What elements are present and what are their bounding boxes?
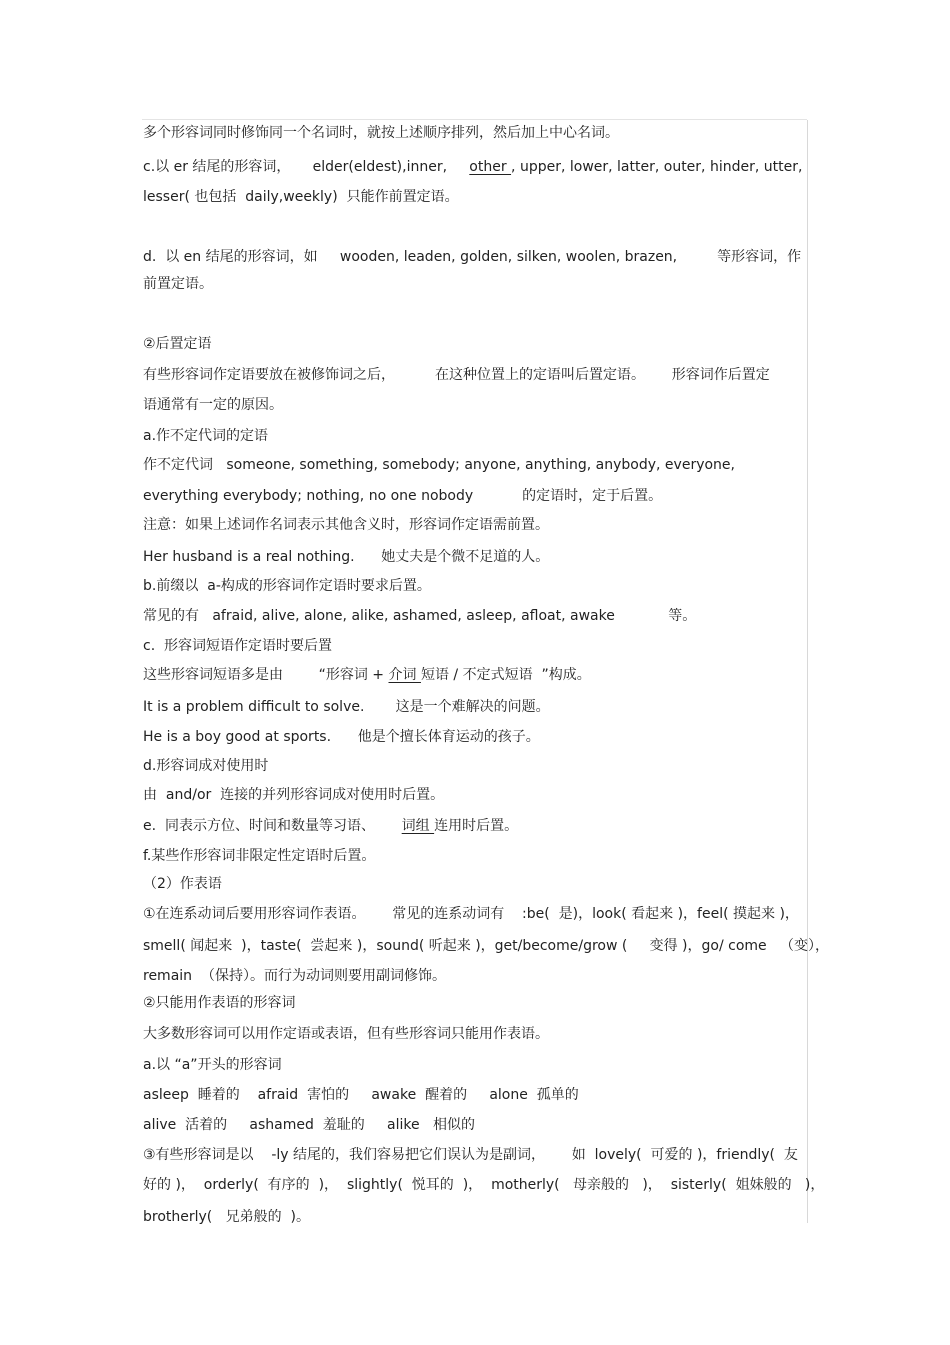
text-segment: d. 以 en 结尾的形容词，如 wooden, leaden, golden, silken, woolen, brazen, 等形容词，作 <box>143 249 802 265</box>
text-segment: Her husband is a real nothing. 她丈夫是个微不足道的人。 <box>143 549 550 565</box>
text-line <box>143 664 807 686</box>
text-line <box>143 726 807 748</box>
text-segment: a.以 “a”开头的形容词 <box>143 1057 282 1073</box>
text-line <box>143 1054 807 1076</box>
text-segment: c.以 er 结尾的形容词， elder(eldest),inner, <box>143 159 470 175</box>
text-line <box>143 965 807 987</box>
text-segment: , upper, lower, latter, outer, hinder, utter, <box>511 159 803 175</box>
text-segment: ①在连系动词后要用形容词作表语。 常见的连系动词有 :be( 是)，look( 看起来 )，feel( 摸起来 )， <box>143 906 799 922</box>
text-segment: 常见的有 afraid, alive, alone, alike, ashamed, asleep, afloat, awake 等。 <box>143 608 697 624</box>
text-segment: ③有些形容词是以 -ly 结尾的，我们容易把它们误认为是副词， 如 lovely( 可爱的 )，friendly( 友 <box>143 1147 798 1163</box>
text-line <box>143 454 807 476</box>
text-segment: 作不定代词 someone, something, somebody; anyone, anything, anybody, everyone, <box>143 457 735 473</box>
text-segment: alive 活着的 ashamed 羞耻的 alike 相似的 <box>143 1117 475 1133</box>
text-line <box>143 425 807 447</box>
text-segment: （2）作表语 <box>143 876 222 892</box>
text-segment: 语通常有一定的原因。 <box>143 397 283 413</box>
text-segment: smell( 闻起来 )，taste( 尝起来 )，sound( 听起来 )，get/become/grow ( 变得 )，go/ come （变）， <box>143 938 829 954</box>
text-line <box>143 1206 807 1228</box>
text-line <box>143 485 807 507</box>
text-segment: He is a boy good at sports. 他是个擅长体育运动的孩子。 <box>143 729 540 745</box>
text-line <box>143 1144 807 1166</box>
text-segment: 由 and/or 连接的并列形容词成对使用时后置。 <box>143 787 445 803</box>
text-segment: c. 形容词短语作定语时要后置 <box>143 638 333 654</box>
text-line <box>143 935 829 957</box>
text-line <box>143 514 807 536</box>
text-segment: 注意：如果上述词作名词表示其他含义时，形容词作定语需前置。 <box>143 517 549 533</box>
text-segment: everything everybody; nothing, no one nobody 的定语时，定于后置。 <box>143 488 663 504</box>
text-segment: d.形容词成对使用时 <box>143 758 269 774</box>
text-line <box>143 156 807 178</box>
text-line <box>143 1084 807 1106</box>
text-line <box>143 246 807 268</box>
underlined-term: 词组 <box>401 818 435 834</box>
text-segment: lesser( 也包括 daily,weekly) 只能作前置定语。 <box>143 189 459 205</box>
text-segment: f.某些作形容词非限定性定语时后置。 <box>143 848 376 864</box>
text-line <box>143 122 807 144</box>
text-line <box>143 815 807 837</box>
text-line <box>143 696 807 718</box>
text-line <box>143 575 807 597</box>
text-line <box>143 186 807 208</box>
text-line <box>143 635 807 657</box>
text-segment: ②后置定语 <box>143 336 212 352</box>
text-segment: 大多数形容词可以用作定语或表语，但有些形容词只能用作表语。 <box>143 1026 549 1042</box>
text-line <box>143 755 807 777</box>
text-segment: a.作不定代词的定语 <box>143 428 269 444</box>
text-segment: asleep 睡着的 afraid 害怕的 awake 醒着的 alone 孤单的 <box>143 1087 579 1103</box>
text-line <box>143 394 807 416</box>
underlined-term: 介词 <box>388 667 421 683</box>
text-line <box>143 873 807 895</box>
text-segment: 好的 )， orderly( 有序的 )， slightly( 悦耳的 )， motherly( 母亲般的 )， sisterly( 姐妹般的 )， <box>143 1177 825 1193</box>
text-line <box>143 1023 807 1045</box>
text-line <box>143 546 807 568</box>
text-line <box>143 992 807 1014</box>
text-segment: 有些形容词作定语要放在被修饰词之后， 在这种位置上的定语叫后置定语。 形容词作后置定 <box>143 367 770 383</box>
text-line <box>143 364 807 386</box>
text-segment: 短语 / 不定式短语 ”构成。 <box>420 667 591 683</box>
text-segment: 这些形容词短语多是由 “形容词 + <box>143 667 389 683</box>
text-line <box>143 1114 807 1136</box>
text-line <box>143 903 807 925</box>
text-segment: brotherly( 兄弟般的 )。 <box>143 1209 310 1225</box>
page-frame-top <box>142 119 807 120</box>
text-line <box>143 1174 825 1196</box>
text-segment: ②只能用作表语的形容词 <box>143 995 296 1011</box>
text-segment: 多个形容词同时修饰同一个名词时，就按上述顺序排列，然后加上中心名词。 <box>143 125 619 141</box>
text-line <box>143 333 807 355</box>
text-segment: b.前缀以 a-构成的形容词作定语时要求后置。 <box>143 578 431 594</box>
text-line <box>143 845 807 867</box>
text-segment: e. 同表示方位、时间和数量等习语、 <box>143 818 402 834</box>
text-line <box>143 605 807 627</box>
text-segment: remain （保持）。而行为动词则要用副词修饰。 <box>143 968 446 984</box>
text-segment: It is a problem difficult to solve. 这是一个难解决的问题。 <box>143 699 550 715</box>
text-segment: 连用时后置。 <box>434 818 519 834</box>
underlined-term: other <box>469 159 512 175</box>
text-line <box>143 784 807 806</box>
text-line <box>143 273 807 295</box>
page-frame-right <box>807 120 808 1223</box>
text-segment: 前置定语。 <box>143 276 213 292</box>
